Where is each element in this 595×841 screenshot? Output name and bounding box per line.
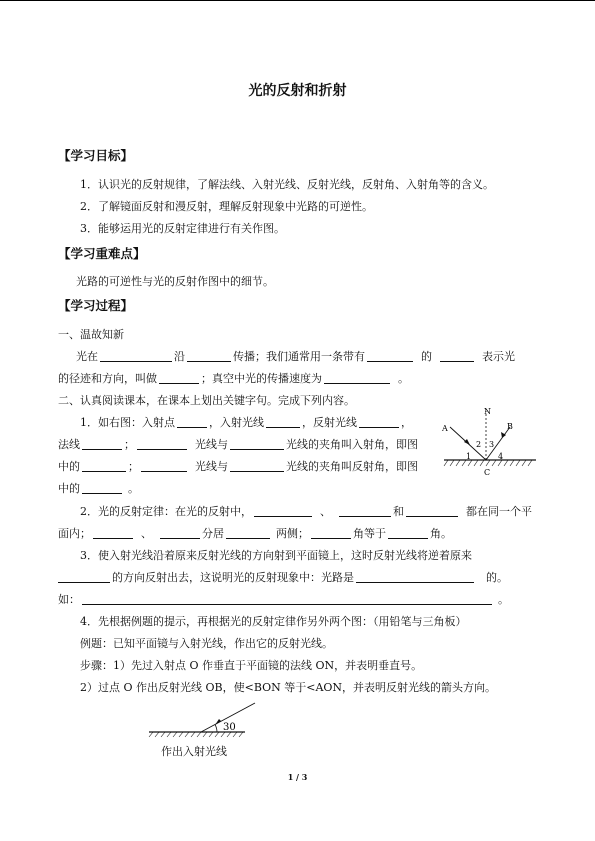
answer-blank[interactable] xyxy=(440,349,474,362)
mirror-hatching xyxy=(444,460,532,466)
q4-text: 4．先根据例题的提示，再根据光的反射定律作另外两个图：（用铅笔与三角板） xyxy=(80,615,467,628)
answer-blank[interactable] xyxy=(58,570,110,583)
answer-blank[interactable] xyxy=(177,415,207,428)
objectives-heading: 【学习目标】 xyxy=(58,148,134,163)
q3-line-b xyxy=(58,569,508,585)
text: 表示光 xyxy=(482,350,515,363)
exercise-diagram xyxy=(145,700,265,742)
text: 如： xyxy=(58,593,80,606)
answer-blank[interactable] xyxy=(100,349,172,362)
angle-arc xyxy=(215,725,217,733)
text: 。 xyxy=(398,372,409,385)
answer-blank[interactable] xyxy=(311,526,351,539)
text: 中的 xyxy=(58,482,80,495)
objective-item: 3．能够运用光的反射定律进行有关作图。 xyxy=(80,222,285,235)
text: 角。 xyxy=(430,527,452,540)
text: ；真空中光的传播速度为 xyxy=(201,372,322,385)
text: 角等于 xyxy=(353,527,386,540)
text: 的方向反射出去，这说明光的反射现象中：光路是 xyxy=(112,571,354,584)
exercise-caption: 作出入射光线 xyxy=(161,745,227,758)
page-title: 光的反射和折射 xyxy=(248,83,347,99)
answer-blank[interactable] xyxy=(324,371,390,384)
review-title: 一、温故知新 xyxy=(58,328,124,341)
read-title: 二、认真阅读课本，在课本上划出关键字句。完成下列内容。 xyxy=(58,394,355,407)
keypoints-text: 光路的可逆性与光的反射作图中的细节。 xyxy=(76,275,274,288)
q1-line-c xyxy=(58,458,418,474)
answer-blank[interactable] xyxy=(406,504,458,517)
text: 光线的夹角叫入射角，即图 xyxy=(286,438,418,451)
label-C: C xyxy=(484,468,491,477)
answer-blank[interactable] xyxy=(82,459,126,472)
answer-blank[interactable] xyxy=(137,437,187,450)
q1-line-d xyxy=(58,480,139,496)
text: 传播；我们通常用一条带有 xyxy=(233,350,365,363)
text: 法线 xyxy=(58,438,80,451)
answer-blank[interactable] xyxy=(339,504,391,517)
answer-blank[interactable] xyxy=(226,526,270,539)
q2-line-b xyxy=(58,525,452,541)
answer-blank[interactable] xyxy=(388,526,428,539)
answer-blank[interactable] xyxy=(266,415,300,428)
review-line-2 xyxy=(58,370,409,386)
text: 中的 xyxy=(58,460,80,473)
label-B: B xyxy=(507,422,513,431)
text: ， xyxy=(401,416,412,429)
text: 光线的夹角叫反射角，即图 xyxy=(286,460,418,473)
objective-item: 2．了解镜面反射和漫反射，理解反射现象中光路的可逆性。 xyxy=(80,200,373,213)
q1-line-b xyxy=(58,436,418,452)
text: 都在同一个平 xyxy=(466,505,532,518)
review-line-1 xyxy=(76,348,515,364)
label-N: N xyxy=(484,407,491,416)
text: 的。 xyxy=(486,571,508,584)
answer-blank[interactable] xyxy=(254,504,312,517)
text: 两侧； xyxy=(276,527,309,540)
label-A: A xyxy=(442,424,448,433)
answer-blank[interactable] xyxy=(367,349,413,362)
text: 面内； xyxy=(58,527,91,540)
answer-blank[interactable] xyxy=(187,349,231,362)
text: ，入射光线 xyxy=(209,416,264,429)
text: 的 xyxy=(421,350,432,363)
q1-line-a xyxy=(80,414,412,430)
text: 沿 xyxy=(174,350,185,363)
text: ，反射光线 xyxy=(302,416,357,429)
reflection-diagram xyxy=(440,405,540,480)
text: 。 xyxy=(128,482,139,495)
answer-blank[interactable] xyxy=(160,526,200,539)
text: 。 xyxy=(498,593,509,606)
answer-blank[interactable] xyxy=(141,459,187,472)
answer-blank[interactable] xyxy=(356,570,474,583)
keypoints-heading: 【学习重难点】 xyxy=(58,246,146,261)
answer-blank[interactable] xyxy=(93,526,133,539)
text: 1．如右图：入射点 xyxy=(80,416,175,429)
q2-line-a xyxy=(80,503,532,519)
page-number: 1 / 3 xyxy=(287,772,308,782)
text: 、 xyxy=(320,505,331,518)
top-rule xyxy=(0,0,595,1)
answer-blank[interactable] xyxy=(359,415,399,428)
answer-blank[interactable] xyxy=(230,437,284,450)
objective-item: 1．认识光的反射规律，了解法线、入射光线、反射光线，反射角、入射角等的含义。 xyxy=(80,178,494,191)
text: 2．光的反射定律：在光的反射中， xyxy=(80,505,252,518)
incident-arrow xyxy=(464,439,470,445)
example-text: 例题：已知平面镜与入射光线，作出它的反射光线。 xyxy=(80,637,333,650)
text: 光线与 xyxy=(195,460,228,473)
text: 和 xyxy=(393,505,404,518)
q3-line-a: 3．使入射光线沿着原来反射光线的方向射到平面镜上，这时反射光线将逆着原来 xyxy=(80,549,472,562)
answer-blank[interactable] xyxy=(159,371,199,384)
answer-blank[interactable] xyxy=(82,592,492,605)
angle-label: 30 xyxy=(223,722,236,733)
text: 光在 xyxy=(76,350,98,363)
label-angle-2: 2 xyxy=(476,440,482,449)
text: 光线与 xyxy=(195,438,228,451)
text: 的径迹和方向，叫做 xyxy=(58,372,157,385)
text: 、 xyxy=(141,527,152,540)
answer-blank[interactable] xyxy=(82,437,122,450)
step-2: 2）过点 O 作出反射光线 OB，使<BON 等于<AON，并表明反射光线的箭头方向。 xyxy=(80,681,497,694)
label-angle-3: 3 xyxy=(489,440,495,449)
label-angle-1: 1 xyxy=(466,452,472,461)
answer-blank[interactable] xyxy=(230,459,284,472)
answer-blank[interactable] xyxy=(82,481,122,494)
step-1: 步骤：1）先过入射点 O 作垂直于平面镜的法线 ON，并表明垂直号。 xyxy=(80,659,423,672)
label-angle-4: 4 xyxy=(498,452,504,461)
text: ； xyxy=(124,438,135,451)
text: 分居 xyxy=(202,527,224,540)
process-heading: 【学习过程】 xyxy=(58,298,134,313)
q3-line-c xyxy=(58,591,509,607)
text: ； xyxy=(128,460,139,473)
